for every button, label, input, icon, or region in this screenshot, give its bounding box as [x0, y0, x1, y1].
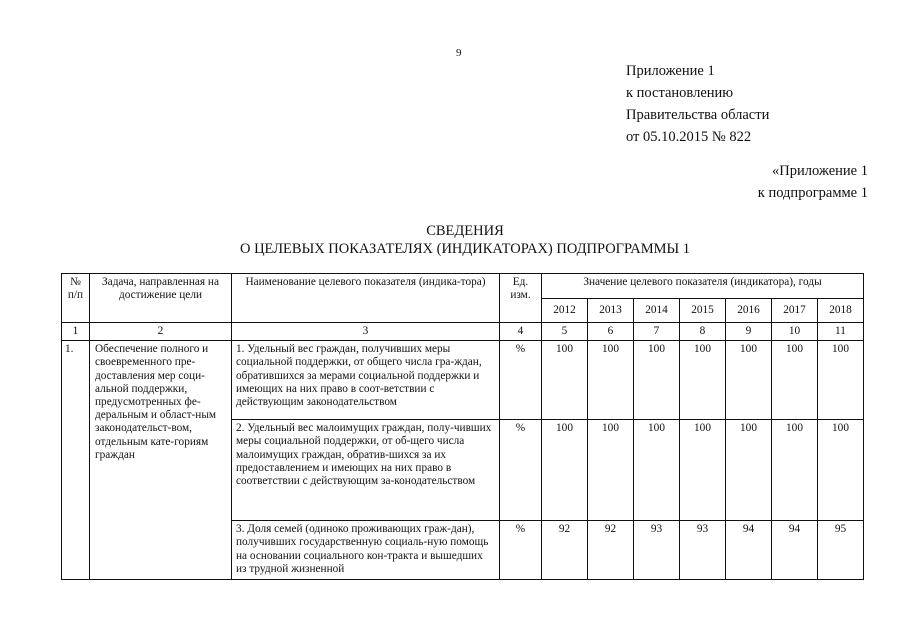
header-year: 2014 [634, 298, 680, 323]
value-cell: 94 [772, 521, 818, 580]
value-cell: 100 [542, 341, 588, 420]
value-cell: 93 [680, 521, 726, 580]
header-values-group: Значение целевого показателя (индикатора), годы [542, 274, 864, 299]
value-cell: 92 [542, 521, 588, 580]
header-unit: Ед. изм. [500, 274, 542, 323]
task-text: Обеспечение полного и своевременного пре-доставления мер соци-альной поддержки, предусмотренных фе-деральным и област-ным законодательст-вом, отдельным кате-гориям граждан [90, 341, 232, 580]
unit-cell: % [500, 521, 542, 580]
column-number: 9 [726, 323, 772, 341]
value-cell: 100 [772, 341, 818, 420]
table-row [62, 341, 864, 420]
subappendix-header [758, 160, 868, 204]
value-cell: 95 [818, 521, 864, 580]
indicators-table [61, 273, 864, 580]
column-number: 8 [680, 323, 726, 341]
appendix-line: от 05.10.2015 № 822 [626, 129, 752, 145]
value-cell: 100 [588, 420, 634, 521]
page-number: 9 [456, 47, 462, 59]
header-year: 2013 [588, 298, 634, 323]
value-cell: 100 [726, 420, 772, 521]
title-line-1: СВЕДЕНИЯ [426, 223, 504, 239]
value-cell: 100 [634, 341, 680, 420]
value-cell: 100 [680, 420, 726, 521]
header-indicator: Наименование целевого показателя (индика-тора) [232, 274, 500, 323]
unit-cell: % [500, 420, 542, 521]
column-number: 7 [634, 323, 680, 341]
subappendix-line: «Приложение 1 [772, 163, 868, 179]
value-cell: 100 [726, 341, 772, 420]
document-title [0, 222, 905, 258]
appendix-header [626, 60, 769, 148]
subappendix-line: к подпрограмме 1 [757, 185, 868, 201]
column-number-row [62, 323, 864, 341]
header-year: 2015 [680, 298, 726, 323]
indicator-name: 1. Удельный вес граждан, получивших меры социальной поддержки, от общего числа гра-ждан, обратившихся за мерами социальной поддержки и имеющих на них право в соот-ветствии с действующим законодательством [232, 341, 500, 420]
header-year: 2018 [818, 298, 864, 323]
column-number: 2 [90, 323, 232, 341]
value-cell: 100 [818, 341, 864, 420]
value-cell: 94 [726, 521, 772, 580]
unit-cell: % [500, 341, 542, 420]
column-number: 5 [542, 323, 588, 341]
value-cell: 100 [772, 420, 818, 521]
header-year: 2017 [772, 298, 818, 323]
row-number: 1. [62, 341, 90, 580]
value-cell: 100 [634, 420, 680, 521]
indicator-name: 3. Доля семей (одиноко проживающих граж-дан), получивших государственную социаль-ную помощь на основании социального кон-тракта и вышедших из трудной жизненной [232, 521, 500, 580]
appendix-line: Приложение 1 [626, 63, 715, 79]
value-cell: 100 [542, 420, 588, 521]
appendix-line: Правительства области [626, 107, 770, 123]
column-number: 4 [500, 323, 542, 341]
header-task: Задача, направленная на достижение цели [90, 274, 232, 323]
header-num: № п/п [62, 274, 90, 323]
column-number: 3 [232, 323, 500, 341]
value-cell: 100 [588, 341, 634, 420]
column-number: 11 [818, 323, 864, 341]
header-year: 2016 [726, 298, 772, 323]
header-row [62, 274, 864, 299]
indicator-name: 2. Удельный вес малоимущих граждан, полу-чивших меры социальной поддержки, от об-щего числа малоимущих граждан, обратив-шихся за их предоставлением и имеющих на них право в соответствии с действующим за-конодательством [232, 420, 500, 521]
appendix-line: к постановлению [626, 85, 734, 101]
value-cell: 93 [634, 521, 680, 580]
column-number: 6 [588, 323, 634, 341]
value-cell: 100 [818, 420, 864, 521]
header-year: 2012 [542, 298, 588, 323]
column-number: 1 [62, 323, 90, 341]
column-number: 10 [772, 323, 818, 341]
value-cell: 100 [680, 341, 726, 420]
value-cell: 92 [588, 521, 634, 580]
title-line-2: О ЦЕЛЕВЫХ ПОКАЗАТЕЛЯХ (ИНДИКАТОРАХ) ПОДПРОГРАММЫ 1 [239, 241, 691, 257]
